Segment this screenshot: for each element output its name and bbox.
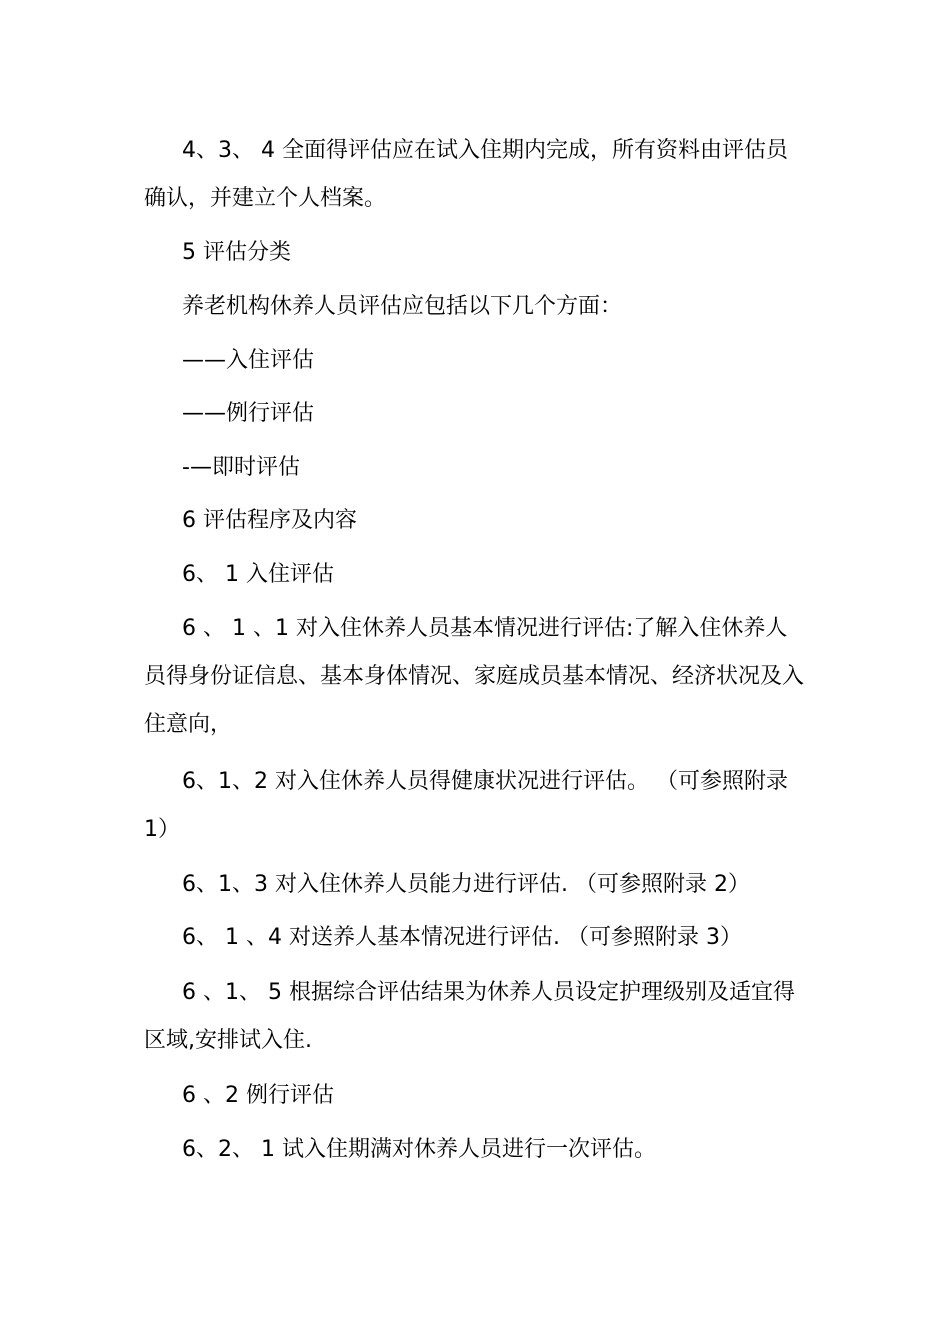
- heading-5-assessment-categories: 5 评估分类: [182, 240, 291, 265]
- heading-6-procedure-content: 6 评估程序及内容: [182, 508, 357, 533]
- paragraph-6-1-2: 6、1、2 对入住休养人员得健康状况进行评估。 （可参照附录1）: [144, 769, 788, 842]
- paragraph-6-1-3: 6、1、3 对入住休养人员能力进行评估. （可参照附录 2）: [182, 872, 750, 897]
- list-item-routine-assessment: ——例行评估: [182, 401, 315, 426]
- list-item-immediate-assessment: -—即时评估: [182, 455, 300, 480]
- heading-6-2-routine-assessment: 6 、2 例行评估: [182, 1083, 334, 1108]
- list-item-admission-assessment: ——入住评估: [182, 348, 315, 373]
- paragraph-6-2-1: 6、2、 1 试入住期满对休养人员进行一次评估。: [182, 1137, 656, 1162]
- paragraph-4-3-4: 4、3、 4 全面得评估应在试入住期内完成，所有资料由评估员确认，并建立个人档案。: [144, 138, 788, 211]
- paragraph-6-1-1: 6 、 1 、1 对入住休养人员基本情况进行评估:了解入住休养人员得身份证信息、基本身体情况、家庭成员基本情况、经济状况及入住意向，: [144, 616, 805, 737]
- paragraph-6-1-4: 6、 1 、4 对送养人基本情况进行评估. （可参照附录 3）: [182, 925, 742, 950]
- paragraph-assessment-aspects: 养老机构休养人员评估应包括以下几个方面：: [182, 294, 623, 319]
- heading-6-1-admission-assessment: 6、 1 入住评估: [182, 562, 334, 587]
- paragraph-6-1-5: 6 、1、 5 根据综合评估结果为休养人员设定护理级别及适宜得区域,安排试入住.: [144, 980, 795, 1053]
